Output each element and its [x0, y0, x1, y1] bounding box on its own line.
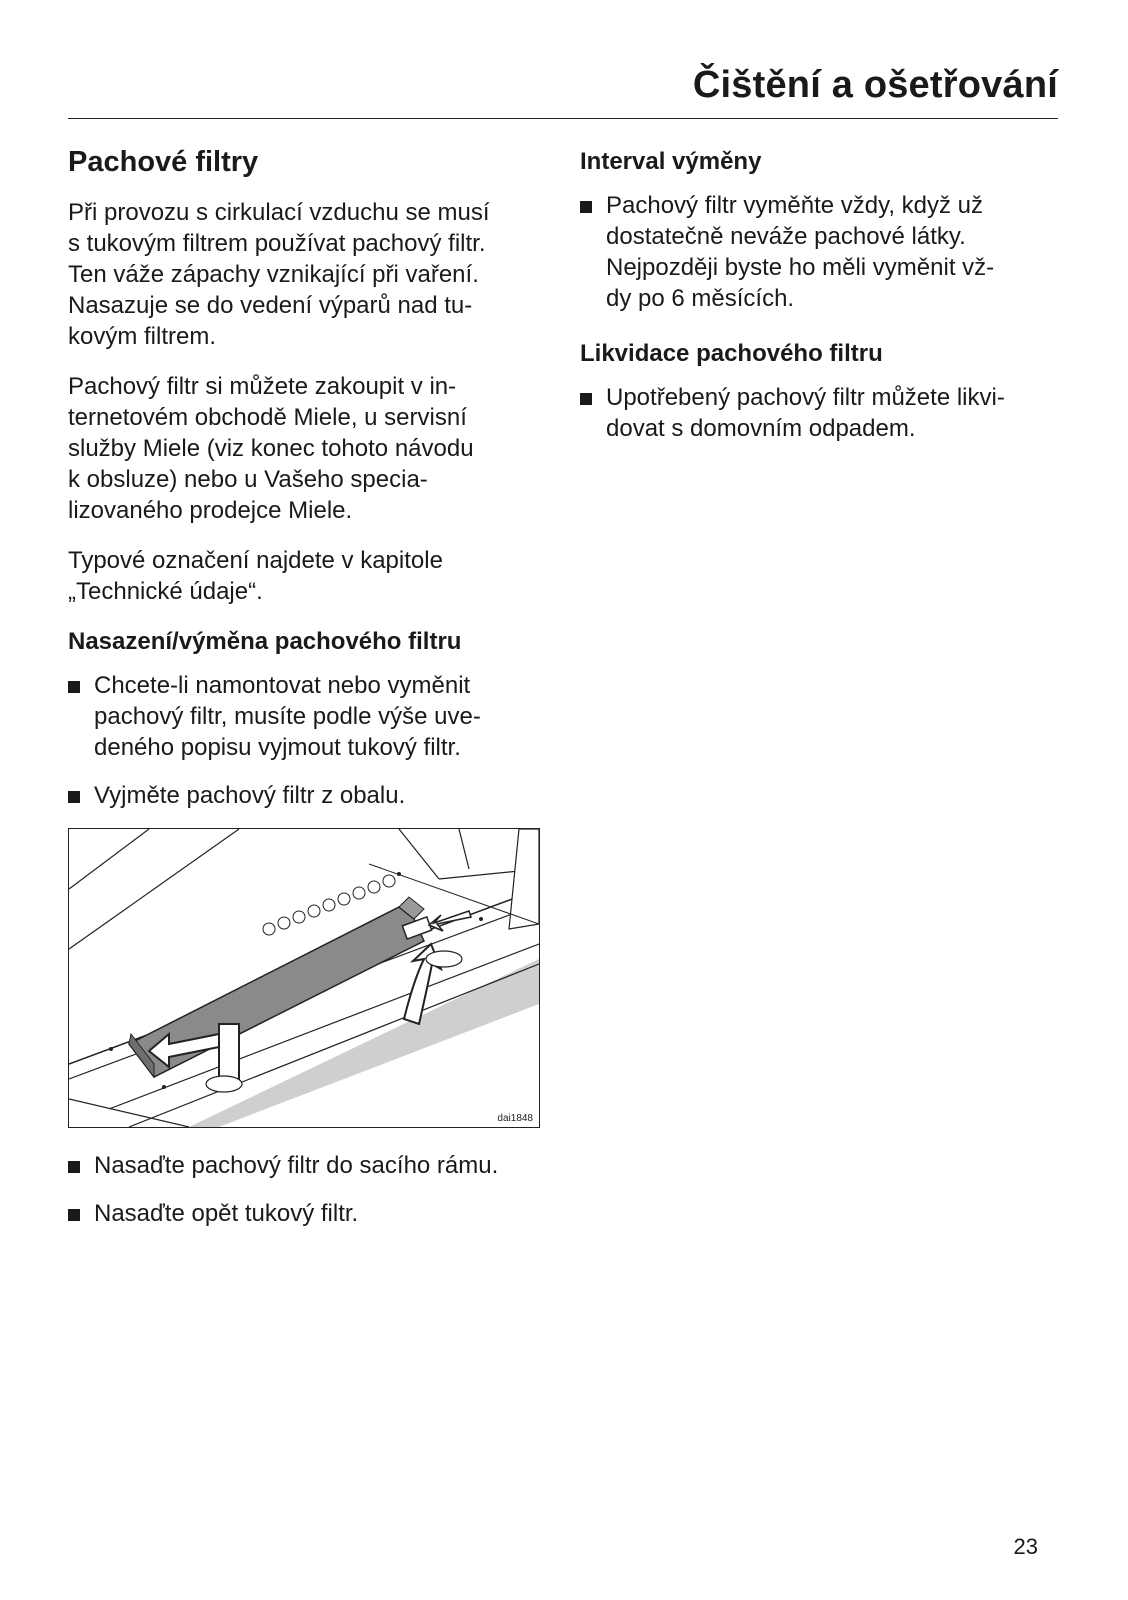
text-line: Nasaďte pachový filtr do sacího rámu. [94, 1152, 499, 1179]
text-line: lizovaného prodejce Miele. [68, 497, 353, 524]
text-line: služby Miele (viz konec tohoto návodu [68, 435, 474, 462]
text-line: dy po 6 měsících. [606, 285, 795, 312]
text-line: Nasaďte opět tukový filtr. [94, 1200, 359, 1227]
bullet-item [68, 780, 558, 811]
bullet-square-icon [580, 393, 592, 405]
text-line: pachový filtr, musíte podle výše uve- [94, 703, 481, 730]
text-line: kovým filtrem. [68, 323, 217, 350]
text-line: Při provozu s cirkulací vzduchu se musí [68, 199, 490, 226]
bullet-square-icon [68, 1161, 80, 1173]
filter-installation-illustration [68, 828, 540, 1128]
bullet-square-icon [580, 201, 592, 213]
page-number: 23 [1013, 1534, 1038, 1559]
bullet-item [580, 382, 1060, 444]
section-heading: Pachové filtry [68, 146, 259, 178]
text-line: deného popisu vyjmout tukový filtr. [94, 734, 461, 761]
bullet-item [68, 670, 558, 763]
text-line: Chcete-li namontovat nebo vyměnit [94, 672, 471, 699]
bullet-item [68, 1150, 558, 1181]
text-line: „Technické údaje“. [68, 578, 263, 605]
text-line: Pachový filtr vyměňte vždy, když už [606, 192, 984, 219]
text-line: Nejpozději byste ho měli vyměnit vž- [606, 254, 995, 281]
paragraph [68, 197, 558, 352]
text-line: Typové označení najdete v kapitole [68, 547, 443, 574]
text-line: Ten váže zápachy vznikající při vaření. [68, 261, 479, 288]
text-line: Upotřebený pachový filtr můžete likvi- [606, 384, 1005, 411]
text-line: Pachový filtr si můžete zakoupit v in- [68, 373, 457, 400]
left-column [68, 146, 558, 1246]
paragraph [68, 545, 558, 607]
right-column [580, 146, 1060, 461]
text-line: Vyjměte pachový filtr z obalu. [94, 782, 406, 809]
text-line: Nasazuje se do vedení výparů nad tu- [68, 292, 473, 319]
bullet-square-icon [68, 791, 80, 803]
text-line: k obsluze) nebo u Vašeho specia- [68, 466, 428, 493]
text-line: dostatečně neváže pachové látky. [606, 223, 966, 250]
bullet-square-icon [68, 1209, 80, 1221]
header-divider [68, 118, 1058, 119]
text-line: s tukovým filtrem používat pachový filtr. [68, 230, 486, 257]
subheading: Nasazení/výměna pachového filtru [68, 628, 462, 655]
subheading: Interval výměny [580, 148, 762, 175]
page-header-title: Čištění a ošetřování [692, 64, 1058, 106]
figure-reference-label: dai1848 [497, 1113, 533, 1124]
text-line: ternetovém obchodě Miele, u servisní [68, 404, 467, 431]
hood-underside-drawing [69, 829, 539, 1127]
bullet-square-icon [68, 681, 80, 693]
text-line: dovat s domovním odpadem. [606, 415, 916, 442]
subheading: Likvidace pachového filtru [580, 340, 883, 367]
bullet-item [580, 190, 1060, 314]
bullet-item [68, 1198, 558, 1229]
paragraph [68, 371, 558, 526]
